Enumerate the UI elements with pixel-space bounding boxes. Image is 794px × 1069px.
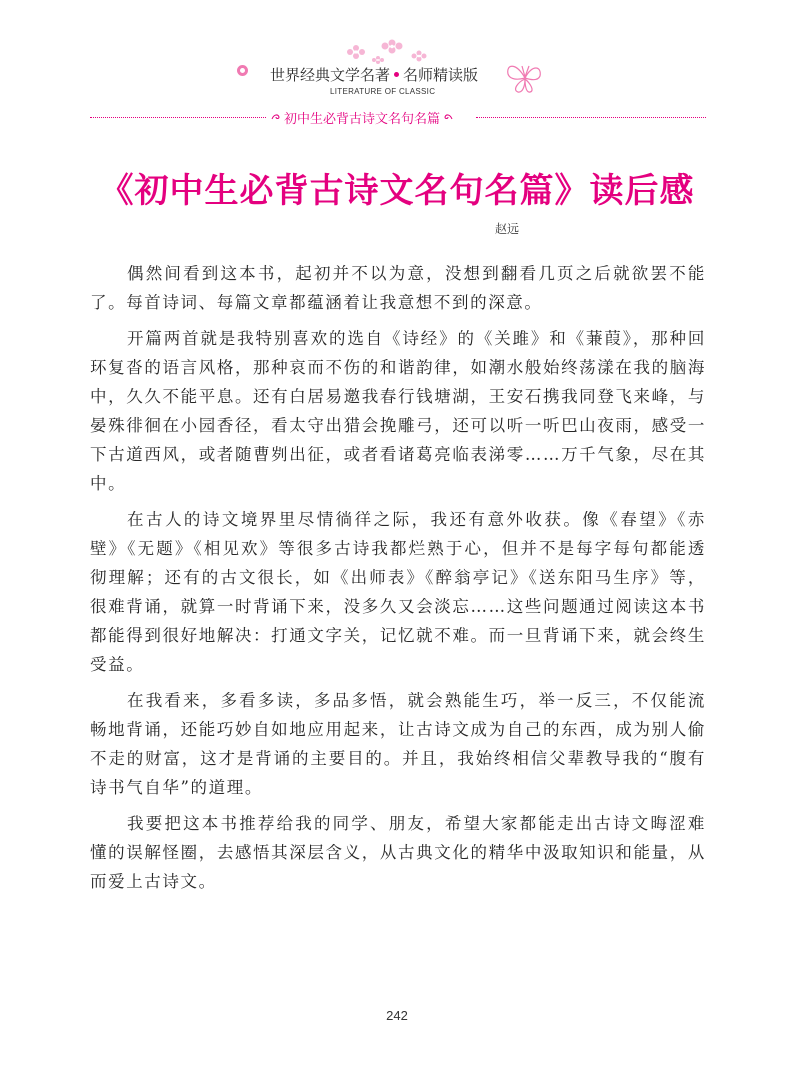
- running-header: [0, 0, 794, 130]
- book-title: 初中生必背古诗文名句名篇: [284, 111, 441, 127]
- header-dotted-rule-left: [90, 117, 266, 118]
- header-dotted-rule-right: [476, 117, 706, 118]
- paragraph: 在古人的诗文境界里尽情徜徉之际，我还有意外收获。像《春望》《赤壁》《无题》《相见欢》等很多古诗我都烂熟于心，但并不是每字每句都能透彻理解；还有的古文很长，如《出师表》《醉翁亭记》《送东阳马生序》等，很难背诵，就算一时背诵下来，没多久又会淡忘……这些问题通过阅读这本书都能得到很好地解决：打通文字关，记忆就不难。而一旦背诵下来，就会终生受益。: [90, 510, 706, 674]
- article-title: 《初中生必背古诗文名句名篇》读后感: [99, 171, 695, 211]
- article-author: 赵远: [494, 222, 519, 236]
- series-title-row: [270, 64, 478, 84]
- paragraph: 在我看来，多看多读，多品多悟，就会熟能生巧，举一反三，不仅能流畅地背诵，还能巧妙自如地应用起来，让古诗文成为自己的东西，成为别人偷不走的财富，这才是背诵的主要目的。并且，我始终相信父辈教导我的“腹有诗书气自华”的道理。: [90, 691, 706, 797]
- page-number: 242: [386, 1008, 408, 1023]
- swirl-ornament-icon: [271, 113, 281, 121]
- series-subtitle: 名师精读版: [403, 65, 479, 84]
- article-body: [90, 259, 706, 896]
- series-title: 世界经典文学名著: [270, 65, 391, 84]
- paragraph: 偶然间看到这本书，起初并不以为意，没想到翻看几页之后就欲罢不能了。每首诗词、每篇文章都蕴涵着让我意想不到的深意。: [90, 264, 706, 312]
- ring-icon: [237, 65, 248, 76]
- swirl-ornament-icon: [443, 113, 453, 121]
- bullet-dot-icon: [394, 72, 399, 77]
- series-english-title: LITERATURE OF CLASSIC: [330, 87, 436, 96]
- butterfly-icon: [504, 58, 546, 98]
- paragraph: 开篇两首就是我特别喜欢的选自《诗经》的《关雎》和《蒹葭》，那种回环复沓的语言风格，那种哀而不伤的和谐韵律，如潮水般始终荡漾在我的脑海中，久久不能平息。还有白居易邀我春行钱塘湖，王安石携我同登飞来峰，与晏殊徘徊在小园香径，看太守出猎会挽雕弓，还可以听一听巴山夜雨，感受一下古道西风，或者随曹刿出征，或者看诸葛亮临表涕零……万千气象，尽在其中。: [90, 329, 706, 493]
- book-title-banner: [268, 108, 456, 126]
- paragraph: 我要把这本书推荐给我的同学、朋友，希望大家都能走出古诗文晦涩难懂的误解怪圈，去感悟其深层含义，从古典文化的精华中汲取知识和能量，从而爱上古诗文。: [90, 814, 706, 891]
